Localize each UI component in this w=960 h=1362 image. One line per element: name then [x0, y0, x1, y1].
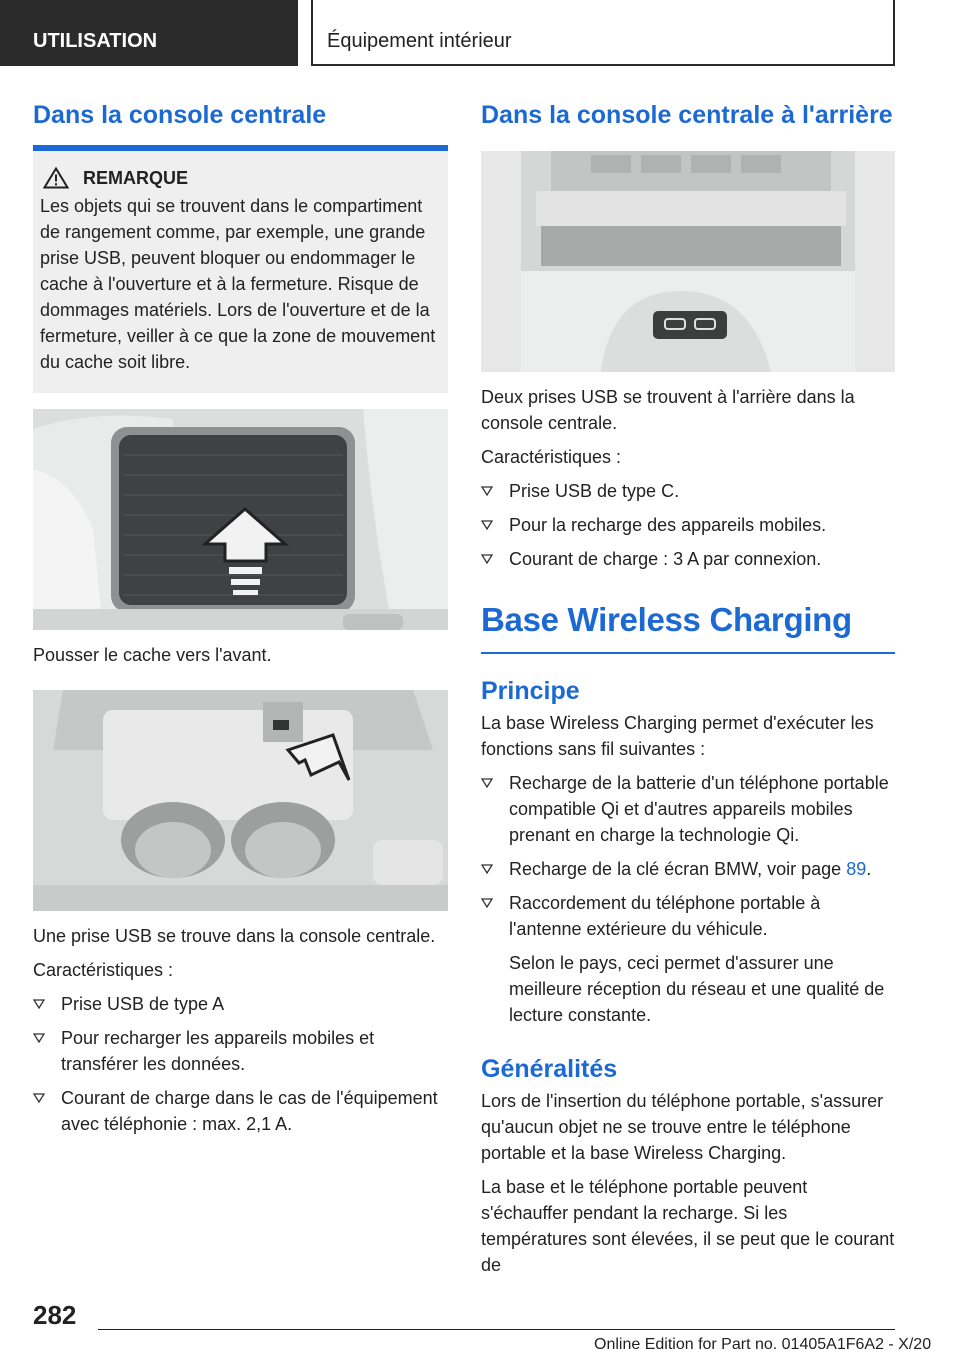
- triangle-bullet-icon: [33, 999, 45, 1009]
- section-title-rear-console: Dans la console centrale à l'arrière: [481, 101, 893, 129]
- page-ref-link[interactable]: 89: [846, 858, 867, 879]
- rear-features-label: Caractéristiques :: [481, 447, 622, 467]
- general-para-2: La base et le téléphone portable peuvent s'échauffer pendant la recharge. Si les températures sont élevées, il se peut que le courant de: [481, 1176, 895, 1275]
- page-header: [0, 0, 960, 66]
- topic-tab: Équipement intérieur: [311, 0, 895, 66]
- triangle-bullet-icon: [481, 486, 493, 496]
- triangle-bullet-icon: [481, 554, 493, 564]
- list-item: Pour recharger les appareils mobiles et transférer les données.: [33, 1025, 448, 1077]
- chapter-rule: [481, 652, 895, 654]
- cover-slide-photo: [33, 409, 448, 630]
- rear-feature-list: [481, 478, 895, 572]
- list-item: Courant de charge dans le cas de l'équipement avec téléphonie : max. 2,1 A.: [33, 1085, 448, 1137]
- list-item: Prise USB de type C.: [481, 478, 895, 504]
- principle-list: [481, 770, 895, 1028]
- list-item: Raccordement du téléphone portable à l'antenne extérieure du véhicule. Selon le pays, ceci permet d'assurer une meilleure réception du réseau et une qualité de lecture constante.: [481, 890, 895, 1028]
- warning-triangle-icon: [43, 167, 69, 189]
- triangle-bullet-icon: [481, 778, 493, 788]
- chapter-title-wireless-charging: Base Wireless Charging: [481, 601, 852, 638]
- triangle-bullet-icon: [481, 898, 493, 908]
- feature-list: [33, 991, 448, 1137]
- footer-rule: [98, 1329, 895, 1330]
- section-tab: UTILISATION: [0, 0, 298, 66]
- note-text: Les objets qui se trouvent dans le compartiment de rangement comme, par exemple, une grande prise USB, peuvent bloquer ou endommager le cache à l'ouverture et à la fermeture. Risque de dommages matériels. Lors de l'ouverture et de la fermeture, veiller à ce que la zone de mouvement du cache soit libre.: [40, 196, 436, 372]
- list-item: Recharge de la batterie d'un téléphone portable compatible Qi et d'autres appareils mobiles prenant en charge la technologie Qi.: [481, 770, 895, 848]
- list-item: Prise USB de type A: [33, 991, 448, 1017]
- list-item: Courant de charge : 3 A par connexion.: [481, 546, 895, 572]
- principle-text: La base Wireless Charging permet d'exécuter les fonctions sans fil suivantes :: [481, 712, 874, 759]
- heading-principe: Principe: [481, 676, 580, 705]
- warning-note: [33, 151, 448, 393]
- usb-socket-photo: [33, 690, 448, 911]
- left-column: [33, 100, 448, 1137]
- rear-usb-photo: [481, 151, 895, 372]
- triangle-bullet-icon: [33, 1093, 45, 1103]
- item-extra-text: Selon le pays, ceci permet d'assurer une meilleure réception du réseau et une qualité de lecture constante.: [509, 952, 885, 1025]
- right-column: [481, 100, 895, 1278]
- edition-note: Online Edition for Part no. 01405A1F6A2 - X/20: [594, 1336, 932, 1353]
- triangle-bullet-icon: [481, 520, 493, 530]
- usb-info-para: Une prise USB se trouve dans la console centrale.: [33, 926, 436, 946]
- triangle-bullet-icon: [33, 1033, 45, 1043]
- caption-push-cover: Pousser le cache vers l'avant.: [33, 645, 272, 665]
- heading-generalites: Généralités: [481, 1054, 618, 1083]
- page-number: 282: [33, 1300, 77, 1330]
- rear-usb-info-para: Deux prises USB se trouvent à l'arrière dans la console centrale.: [481, 387, 855, 433]
- triangle-bullet-icon: [481, 864, 493, 874]
- general-para-1: Lors de l'insertion du téléphone portable, s'assurer qu'aucun objet ne se trouve entre le téléphone portable et la base Wireless Charging.: [481, 1090, 884, 1163]
- list-item: Recharge de la clé écran BMW, voir page 89.: [481, 856, 895, 882]
- note-heading: REMARQUE: [83, 167, 189, 188]
- features-label: Caractéristiques :: [33, 960, 174, 980]
- section-title-center-console: Dans la console centrale: [33, 101, 327, 129]
- list-item: Pour la recharge des appareils mobiles.: [481, 512, 895, 538]
